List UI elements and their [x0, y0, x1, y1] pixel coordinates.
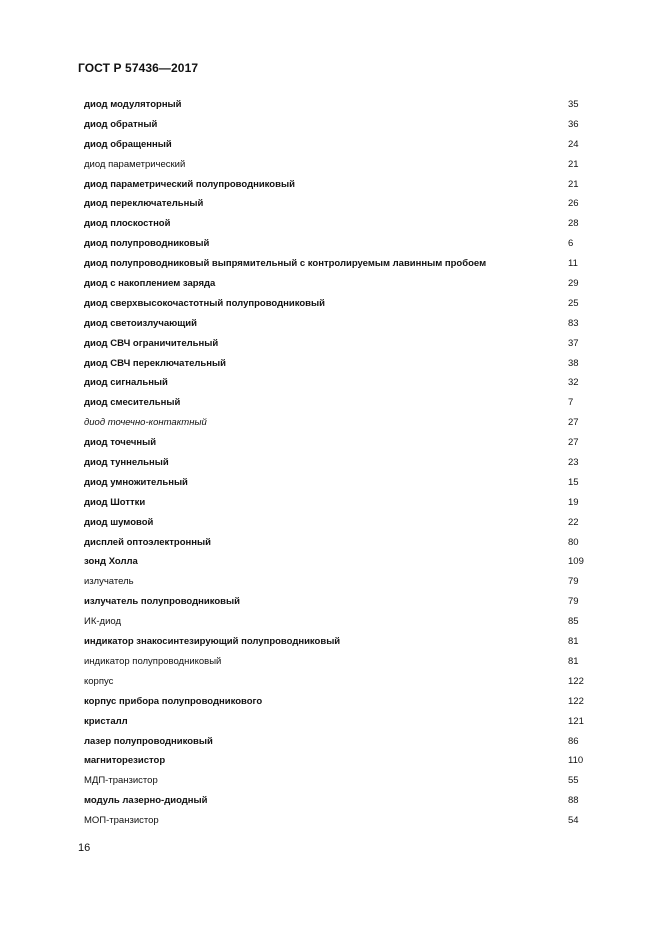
index-entry [84, 672, 594, 692]
index-entry [84, 811, 594, 831]
index-term: дисплей оптоэлектронный [84, 536, 211, 548]
index-term: лазер полупроводниковый [84, 735, 213, 747]
index-entry [84, 791, 594, 811]
index-entry [84, 373, 594, 393]
index-term: диод Шоттки [84, 496, 146, 508]
index-page-ref: 109 [568, 556, 584, 568]
index-entry [84, 413, 594, 433]
index-entry [84, 572, 594, 592]
index-entry [84, 712, 594, 732]
index-term: диод с накоплением заряда [84, 278, 216, 290]
index-page-ref: 29 [568, 278, 579, 290]
index-term: диод полупроводниковый [84, 238, 210, 250]
index-term: излучатель полупроводниковый [84, 596, 240, 608]
index-page-ref: 80 [568, 536, 579, 548]
index-entry [84, 135, 594, 155]
index-page-ref: 83 [568, 317, 579, 329]
index-term: ИК-диод [84, 616, 121, 628]
index-page-ref: 21 [568, 178, 579, 190]
index-page-ref: 24 [568, 138, 579, 150]
index-entry [84, 234, 594, 254]
index-term: излучатель [84, 576, 134, 588]
index-page-ref: 27 [568, 417, 579, 429]
index-term: диод переключательный [84, 198, 204, 210]
index-term: диод параметрический [84, 158, 186, 170]
index-term: диод СВЧ ограничительный [84, 337, 219, 349]
index-page-ref: 55 [568, 775, 579, 787]
index-term: диод сверхвысокочастотный полупроводниковый [84, 297, 325, 309]
index-page-ref: 37 [568, 337, 579, 349]
index-entry [84, 393, 594, 413]
index-term: корпус прибора полупроводникового [84, 695, 263, 707]
index-term: диод умножительный [84, 476, 188, 488]
index-entry [84, 433, 594, 453]
index-page-ref: 79 [568, 576, 579, 588]
index-entry [84, 314, 594, 334]
index-term: диод светоизлучающий [84, 317, 197, 329]
index-term: МОП-транзистор [84, 815, 159, 827]
index-page-ref: 36 [568, 118, 579, 130]
document-header: ГОСТ Р 57436—2017 [78, 61, 199, 75]
index-term: диод параметрический полупроводниковый [84, 178, 295, 190]
index-page-ref: 25 [568, 297, 579, 309]
term-index-list [84, 95, 594, 831]
index-term: индикатор полупроводниковый [84, 655, 222, 667]
index-entry [84, 473, 594, 493]
index-term: модуль лазерно-диодный [84, 795, 208, 807]
index-term: индикатор знакосинтезирующий полупроводниковый [84, 636, 341, 648]
index-term: магниторезистор [84, 755, 166, 767]
page-number: 16 [78, 842, 91, 854]
index-entry [84, 652, 594, 672]
index-entry [84, 294, 594, 314]
index-term: диод СВЧ переключательный [84, 357, 226, 369]
index-entry [84, 254, 594, 274]
index-entry [84, 274, 594, 294]
index-page-ref: 27 [568, 437, 579, 449]
index-entry [84, 513, 594, 533]
index-page-ref: 81 [568, 636, 579, 648]
index-page-ref: 32 [568, 377, 579, 389]
index-term: диод точечный [84, 437, 157, 449]
index-page-ref: 54 [568, 815, 579, 827]
index-term: корпус [84, 675, 114, 687]
index-page-ref: 86 [568, 735, 579, 747]
index-term: диод полупроводниковый выпрямительный с контролируемым лавинным пробоем [84, 258, 487, 270]
index-entry [84, 155, 594, 175]
index-page-ref: 121 [568, 715, 584, 727]
index-page-ref: 122 [568, 695, 584, 707]
index-entry [84, 194, 594, 214]
index-page-ref: 26 [568, 198, 579, 210]
index-term: кристалл [84, 715, 128, 727]
index-page-ref: 122 [568, 675, 584, 687]
index-term: диод обращенный [84, 138, 172, 150]
index-page-ref: 79 [568, 596, 579, 608]
index-entry [84, 175, 594, 195]
index-term: диод шумовой [84, 516, 154, 528]
index-page-ref: 23 [568, 457, 579, 469]
index-entry [84, 612, 594, 632]
index-page-ref: 81 [568, 655, 579, 667]
index-page-ref: 21 [568, 158, 579, 170]
index-term: диод обратный [84, 118, 158, 130]
index-term: диод плоскостной [84, 218, 171, 230]
index-entry [84, 692, 594, 712]
index-page-ref: 22 [568, 516, 579, 528]
index-term: МДП-транзистор [84, 775, 158, 787]
index-page-ref: 38 [568, 357, 579, 369]
index-page-ref: 6 [568, 238, 574, 250]
index-entry [84, 95, 594, 115]
index-entry [84, 115, 594, 135]
index-entry [84, 453, 594, 473]
index-entry [84, 354, 594, 374]
index-entry [84, 214, 594, 234]
index-term: диод модуляторный [84, 99, 182, 110]
index-entry [84, 632, 594, 652]
index-entry [84, 771, 594, 791]
index-page-ref: 88 [568, 795, 579, 807]
index-term: диод туннельный [84, 457, 169, 469]
index-page-ref: 11 [568, 258, 578, 270]
index-entry [84, 493, 594, 513]
index-term: диод сигнальный [84, 377, 168, 389]
index-entry [84, 552, 594, 572]
index-page-ref: 85 [568, 616, 579, 628]
index-term: диод точечно-контактный [84, 417, 207, 429]
index-page-ref: 19 [568, 496, 579, 508]
index-term: зонд Холла [84, 556, 138, 568]
index-entry [84, 533, 594, 553]
index-page-ref: 15 [568, 476, 579, 488]
index-page-ref: 7 [568, 397, 574, 409]
index-page-ref: 28 [568, 218, 579, 230]
index-entry [84, 732, 594, 752]
index-entry [84, 751, 594, 771]
index-page-ref: 35 [568, 99, 579, 110]
index-entry [84, 334, 594, 354]
index-page-ref: 110 [568, 755, 584, 767]
index-term: диод смесительный [84, 397, 181, 409]
index-entry [84, 592, 594, 612]
